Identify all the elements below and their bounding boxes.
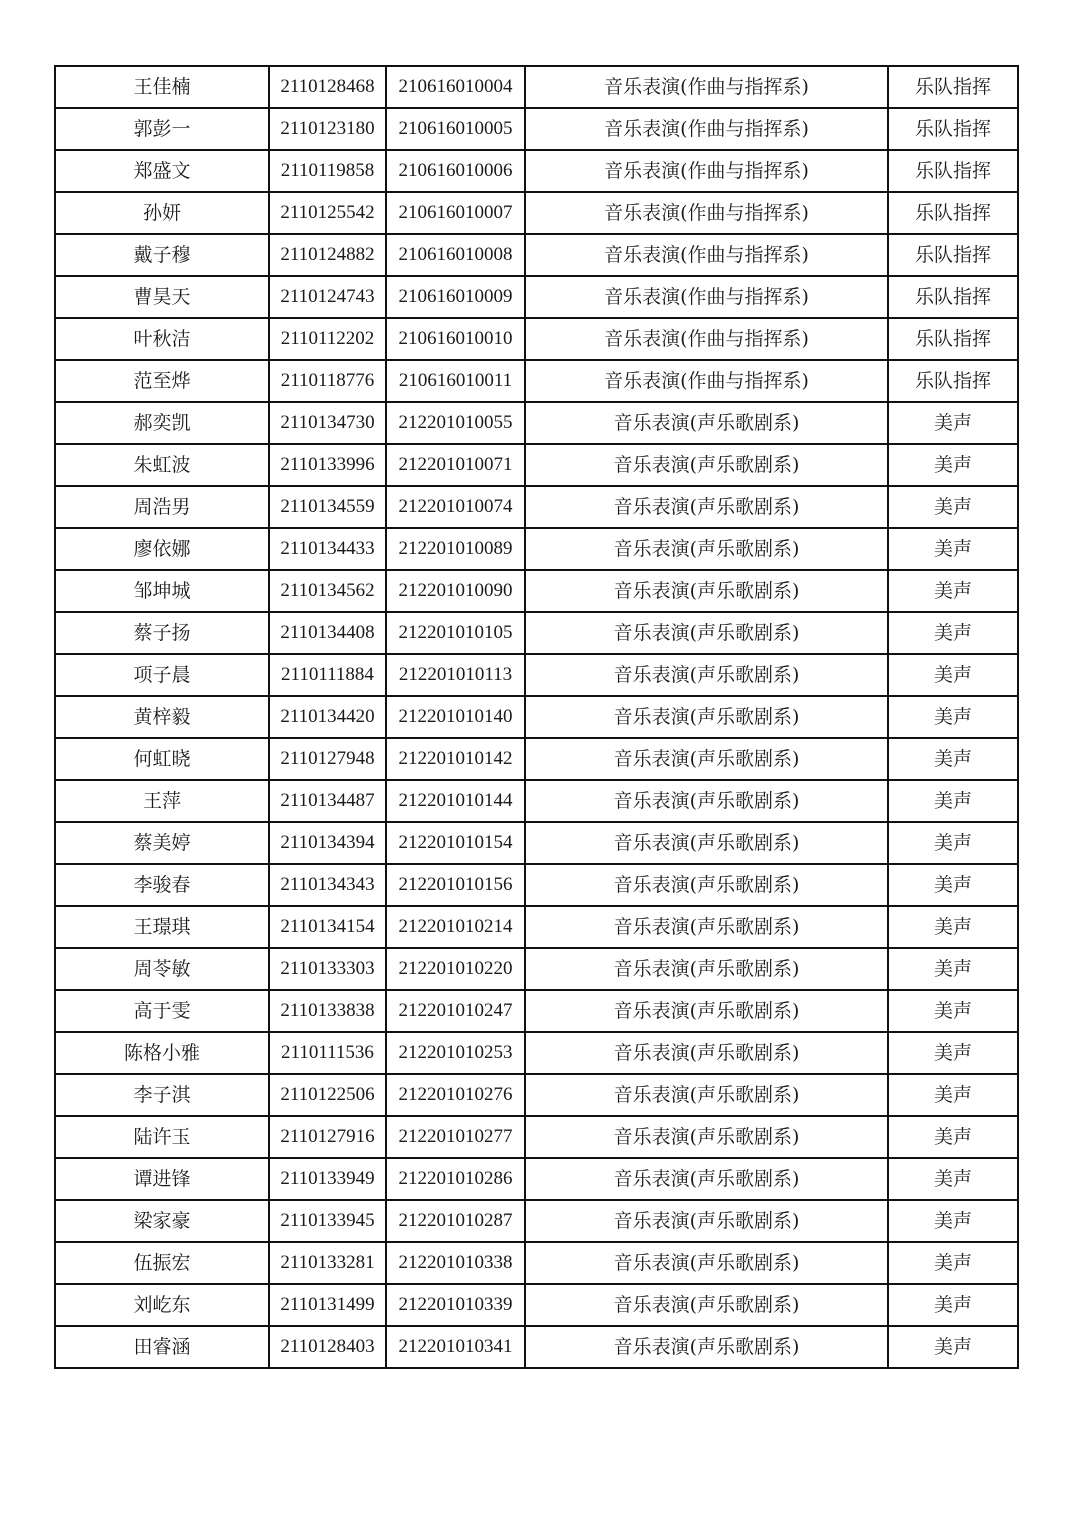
student-name-cell: 曹昊天: [55, 276, 269, 318]
table-row: [55, 696, 1018, 738]
direction-cell: 乐队指挥: [888, 234, 1018, 276]
student-name-cell: 朱虹波: [55, 444, 269, 486]
direction-cell: 美声: [888, 822, 1018, 864]
exam-number-cell: 2110124882: [269, 234, 386, 276]
id-number-cell: 212201010338: [386, 1242, 525, 1284]
id-number-cell: 212201010142: [386, 738, 525, 780]
table-row: [55, 234, 1018, 276]
student-name-cell: 项子晨: [55, 654, 269, 696]
student-name-cell: 刘屹东: [55, 1284, 269, 1326]
direction-cell: 美声: [888, 528, 1018, 570]
roster-table-body: [55, 66, 1018, 1368]
student-name-cell: 范至烨: [55, 360, 269, 402]
table-row: [55, 360, 1018, 402]
exam-number-cell: 2110131499: [269, 1284, 386, 1326]
major-cell: 音乐表演(声乐歌剧系): [525, 1032, 888, 1074]
id-number-cell: 212201010089: [386, 528, 525, 570]
direction-cell: 美声: [888, 738, 1018, 780]
table-row: [55, 1326, 1018, 1368]
student-name-cell: 孙妍: [55, 192, 269, 234]
direction-cell: 美声: [888, 612, 1018, 654]
id-number-cell: 210616010007: [386, 192, 525, 234]
major-cell: 音乐表演(作曲与指挥系): [525, 192, 888, 234]
exam-number-cell: 2110134487: [269, 780, 386, 822]
student-name-cell: 周浩男: [55, 486, 269, 528]
table-row: [55, 192, 1018, 234]
student-name-cell: 郭彭一: [55, 108, 269, 150]
direction-cell: 美声: [888, 654, 1018, 696]
direction-cell: 乐队指挥: [888, 192, 1018, 234]
student-name-cell: 叶秋洁: [55, 318, 269, 360]
exam-number-cell: 2110133996: [269, 444, 386, 486]
major-cell: 音乐表演(声乐歌剧系): [525, 696, 888, 738]
exam-number-cell: 2110134420: [269, 696, 386, 738]
direction-cell: 美声: [888, 906, 1018, 948]
major-cell: 音乐表演(声乐歌剧系): [525, 654, 888, 696]
id-number-cell: 210616010004: [386, 66, 525, 108]
id-number-cell: 212201010090: [386, 570, 525, 612]
id-number-cell: 212201010105: [386, 612, 525, 654]
student-name-cell: 黄梓毅: [55, 696, 269, 738]
table-row: [55, 528, 1018, 570]
major-cell: 音乐表演(作曲与指挥系): [525, 318, 888, 360]
exam-number-cell: 2110134343: [269, 864, 386, 906]
table-row: [55, 1158, 1018, 1200]
id-number-cell: 210616010011: [386, 360, 525, 402]
student-name-cell: 蔡子扬: [55, 612, 269, 654]
id-number-cell: 212201010277: [386, 1116, 525, 1158]
id-number-cell: 212201010339: [386, 1284, 525, 1326]
exam-number-cell: 2110134394: [269, 822, 386, 864]
direction-cell: 美声: [888, 1158, 1018, 1200]
student-name-cell: 陈格小雅: [55, 1032, 269, 1074]
exam-number-cell: 2110127948: [269, 738, 386, 780]
major-cell: 音乐表演(声乐歌剧系): [525, 780, 888, 822]
table-row: [55, 276, 1018, 318]
table-row: [55, 570, 1018, 612]
table-row: [55, 990, 1018, 1032]
major-cell: 音乐表演(声乐歌剧系): [525, 948, 888, 990]
direction-cell: 美声: [888, 1200, 1018, 1242]
direction-cell: 乐队指挥: [888, 66, 1018, 108]
direction-cell: 美声: [888, 696, 1018, 738]
exam-number-cell: 2110133303: [269, 948, 386, 990]
table-row: [55, 780, 1018, 822]
major-cell: 音乐表演(声乐歌剧系): [525, 1284, 888, 1326]
student-name-cell: 王璟琪: [55, 906, 269, 948]
direction-cell: 美声: [888, 1284, 1018, 1326]
student-name-cell: 王萍: [55, 780, 269, 822]
direction-cell: 美声: [888, 1326, 1018, 1368]
direction-cell: 乐队指挥: [888, 150, 1018, 192]
id-number-cell: 212201010144: [386, 780, 525, 822]
major-cell: 音乐表演(声乐歌剧系): [525, 906, 888, 948]
direction-cell: 乐队指挥: [888, 276, 1018, 318]
student-name-cell: 蔡美婷: [55, 822, 269, 864]
table-row: [55, 150, 1018, 192]
table-row: [55, 486, 1018, 528]
exam-number-cell: 2110119858: [269, 150, 386, 192]
major-cell: 音乐表演(作曲与指挥系): [525, 108, 888, 150]
exam-number-cell: 2110123180: [269, 108, 386, 150]
major-cell: 音乐表演(声乐歌剧系): [525, 444, 888, 486]
student-name-cell: 梁家豪: [55, 1200, 269, 1242]
major-cell: 音乐表演(作曲与指挥系): [525, 234, 888, 276]
major-cell: 音乐表演(作曲与指挥系): [525, 276, 888, 318]
major-cell: 音乐表演(声乐歌剧系): [525, 612, 888, 654]
exam-number-cell: 2110134562: [269, 570, 386, 612]
major-cell: 音乐表演(声乐歌剧系): [525, 990, 888, 1032]
exam-number-cell: 2110133838: [269, 990, 386, 1032]
id-number-cell: 212201010074: [386, 486, 525, 528]
table-row: [55, 1284, 1018, 1326]
direction-cell: 乐队指挥: [888, 360, 1018, 402]
student-name-cell: 何虹晓: [55, 738, 269, 780]
major-cell: 音乐表演(声乐歌剧系): [525, 1242, 888, 1284]
student-name-cell: 邹坤城: [55, 570, 269, 612]
exam-number-cell: 2110134559: [269, 486, 386, 528]
student-name-cell: 王佳楠: [55, 66, 269, 108]
student-name-cell: 田睿涵: [55, 1326, 269, 1368]
major-cell: 音乐表演(声乐歌剧系): [525, 402, 888, 444]
student-name-cell: 戴子穆: [55, 234, 269, 276]
direction-cell: 乐队指挥: [888, 318, 1018, 360]
student-name-cell: 李子淇: [55, 1074, 269, 1116]
table-row: [55, 612, 1018, 654]
admission-roster-table: [54, 65, 1019, 1369]
exam-number-cell: 2110125542: [269, 192, 386, 234]
direction-cell: 乐队指挥: [888, 108, 1018, 150]
major-cell: 音乐表演(声乐歌剧系): [525, 738, 888, 780]
major-cell: 音乐表演(作曲与指挥系): [525, 66, 888, 108]
id-number-cell: 210616010009: [386, 276, 525, 318]
major-cell: 音乐表演(声乐歌剧系): [525, 822, 888, 864]
table-row: [55, 654, 1018, 696]
direction-cell: 美声: [888, 570, 1018, 612]
exam-number-cell: 2110122506: [269, 1074, 386, 1116]
id-number-cell: 212201010253: [386, 1032, 525, 1074]
exam-number-cell: 2110128403: [269, 1326, 386, 1368]
exam-number-cell: 2110128468: [269, 66, 386, 108]
student-name-cell: 周苓敏: [55, 948, 269, 990]
id-number-cell: 210616010006: [386, 150, 525, 192]
direction-cell: 美声: [888, 444, 1018, 486]
exam-number-cell: 2110133281: [269, 1242, 386, 1284]
id-number-cell: 212201010286: [386, 1158, 525, 1200]
id-number-cell: 212201010071: [386, 444, 525, 486]
exam-number-cell: 2110124743: [269, 276, 386, 318]
direction-cell: 美声: [888, 948, 1018, 990]
student-name-cell: 伍振宏: [55, 1242, 269, 1284]
exam-number-cell: 2110127916: [269, 1116, 386, 1158]
exam-number-cell: 2110112202: [269, 318, 386, 360]
id-number-cell: 212201010055: [386, 402, 525, 444]
major-cell: 音乐表演(声乐歌剧系): [525, 528, 888, 570]
major-cell: 音乐表演(声乐歌剧系): [525, 1074, 888, 1116]
major-cell: 音乐表演(声乐歌剧系): [525, 1116, 888, 1158]
table-row: [55, 948, 1018, 990]
id-number-cell: 212201010154: [386, 822, 525, 864]
table-row: [55, 738, 1018, 780]
student-name-cell: 郝奕凯: [55, 402, 269, 444]
major-cell: 音乐表演(声乐歌剧系): [525, 570, 888, 612]
id-number-cell: 212201010140: [386, 696, 525, 738]
id-number-cell: 212201010220: [386, 948, 525, 990]
id-number-cell: 210616010005: [386, 108, 525, 150]
exam-number-cell: 2110134433: [269, 528, 386, 570]
exam-number-cell: 2110133949: [269, 1158, 386, 1200]
table-row: [55, 66, 1018, 108]
direction-cell: 美声: [888, 864, 1018, 906]
major-cell: 音乐表演(作曲与指挥系): [525, 150, 888, 192]
major-cell: 音乐表演(作曲与指挥系): [525, 360, 888, 402]
table-row: [55, 822, 1018, 864]
id-number-cell: 210616010010: [386, 318, 525, 360]
student-name-cell: 廖依娜: [55, 528, 269, 570]
direction-cell: 美声: [888, 990, 1018, 1032]
table-row: [55, 318, 1018, 360]
id-number-cell: 212201010247: [386, 990, 525, 1032]
id-number-cell: 212201010156: [386, 864, 525, 906]
direction-cell: 美声: [888, 1032, 1018, 1074]
major-cell: 音乐表演(声乐歌剧系): [525, 486, 888, 528]
direction-cell: 美声: [888, 486, 1018, 528]
major-cell: 音乐表演(声乐歌剧系): [525, 1200, 888, 1242]
exam-number-cell: 2110111536: [269, 1032, 386, 1074]
student-name-cell: 郑盛文: [55, 150, 269, 192]
student-name-cell: 高于雯: [55, 990, 269, 1032]
student-name-cell: 谭进锋: [55, 1158, 269, 1200]
id-number-cell: 212201010276: [386, 1074, 525, 1116]
student-name-cell: 李骏春: [55, 864, 269, 906]
table-row: [55, 1200, 1018, 1242]
table-row: [55, 1116, 1018, 1158]
table-row: [55, 1242, 1018, 1284]
direction-cell: 美声: [888, 1116, 1018, 1158]
exam-number-cell: 2110118776: [269, 360, 386, 402]
table-row: [55, 1032, 1018, 1074]
exam-number-cell: 2110111884: [269, 654, 386, 696]
student-name-cell: 陆许玉: [55, 1116, 269, 1158]
table-row: [55, 906, 1018, 948]
table-row: [55, 444, 1018, 486]
table-row: [55, 108, 1018, 150]
direction-cell: 美声: [888, 1242, 1018, 1284]
major-cell: 音乐表演(声乐歌剧系): [525, 1158, 888, 1200]
exam-number-cell: 2110134408: [269, 612, 386, 654]
table-row: [55, 864, 1018, 906]
major-cell: 音乐表演(声乐歌剧系): [525, 864, 888, 906]
direction-cell: 美声: [888, 1074, 1018, 1116]
id-number-cell: 212201010214: [386, 906, 525, 948]
exam-number-cell: 2110134154: [269, 906, 386, 948]
direction-cell: 美声: [888, 402, 1018, 444]
exam-number-cell: 2110133945: [269, 1200, 386, 1242]
id-number-cell: 212201010287: [386, 1200, 525, 1242]
id-number-cell: 212201010341: [386, 1326, 525, 1368]
table-row: [55, 1074, 1018, 1116]
direction-cell: 美声: [888, 780, 1018, 822]
id-number-cell: 212201010113: [386, 654, 525, 696]
table-row: [55, 402, 1018, 444]
id-number-cell: 210616010008: [386, 234, 525, 276]
major-cell: 音乐表演(声乐歌剧系): [525, 1326, 888, 1368]
exam-number-cell: 2110134730: [269, 402, 386, 444]
